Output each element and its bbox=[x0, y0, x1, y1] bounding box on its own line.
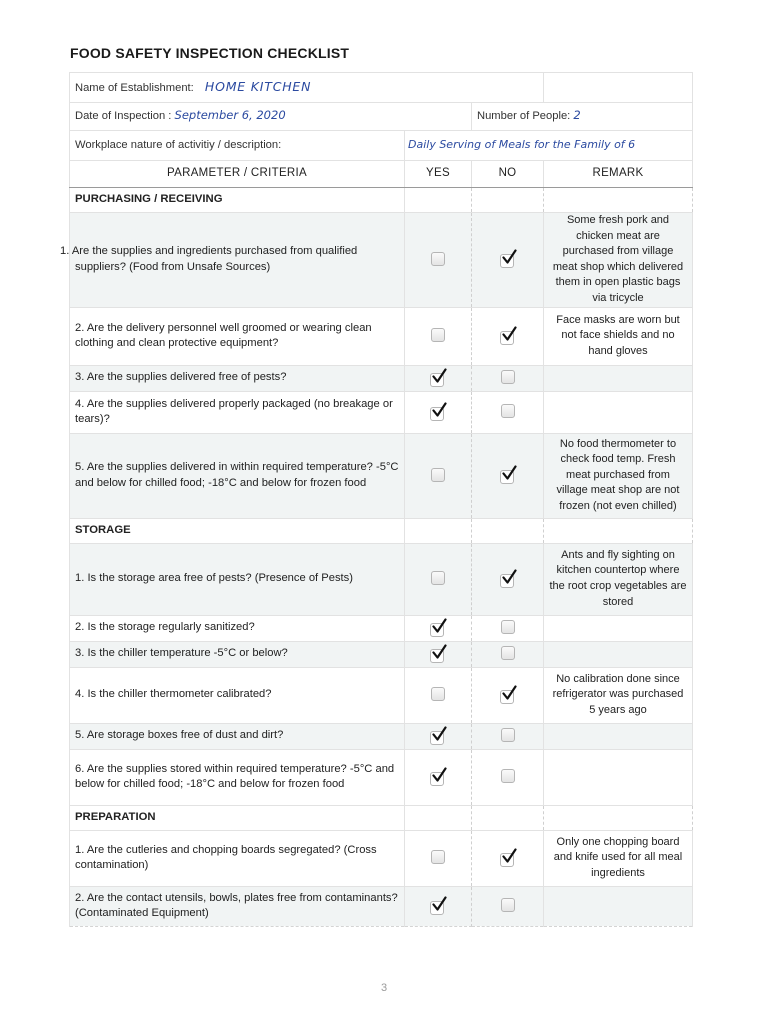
date-label: Date of Inspection : bbox=[75, 110, 172, 123]
question-text: 1. Are the cutleries and chopping boards segregated? (Cross contamination) bbox=[70, 830, 405, 886]
section-title: PURCHASING / RECEIVING bbox=[70, 188, 405, 213]
nature-value: Daily Serving of Meals for the Family of 6 bbox=[408, 138, 636, 152]
establishment-label: Name of Establishment: bbox=[75, 81, 194, 94]
remark-text: Only one chopping board and knife used for all meal ingredients bbox=[544, 830, 693, 886]
empty-checkbox-icon[interactable] bbox=[431, 850, 445, 864]
no-cell[interactable] bbox=[472, 749, 544, 805]
checklist-item-row bbox=[70, 886, 693, 926]
empty-checkbox-icon[interactable] bbox=[431, 252, 445, 266]
yes-cell[interactable] bbox=[405, 830, 472, 886]
checkmark-icon[interactable] bbox=[430, 370, 446, 387]
checklist-item-row bbox=[70, 615, 693, 641]
header-yes: YES bbox=[405, 161, 472, 188]
checkmark-icon[interactable] bbox=[500, 571, 516, 588]
yes-cell[interactable] bbox=[405, 391, 472, 433]
column-header-row bbox=[70, 161, 693, 188]
establishment-row bbox=[70, 73, 693, 103]
checkmark-icon[interactable] bbox=[500, 251, 516, 268]
question-text: 5. Are the supplies delivered in within required temperature? -5°C and below for chilled food; -18°C and below for frozen food bbox=[70, 433, 405, 518]
empty-checkbox-icon[interactable] bbox=[431, 328, 445, 342]
section-row bbox=[70, 805, 693, 830]
no-cell[interactable] bbox=[472, 641, 544, 667]
question-text: 2. Are the contact utensils, bowls, plates free from contaminants? (Contaminated Equipment) bbox=[70, 886, 405, 926]
checkmark-icon[interactable] bbox=[430, 404, 446, 421]
nature-label: Workplace nature of activitiy / description: bbox=[75, 138, 282, 151]
remark-text bbox=[544, 886, 693, 926]
question-text: 2. Is the storage regularly sanitized? bbox=[70, 615, 405, 641]
checkmark-icon[interactable] bbox=[500, 687, 516, 704]
yes-cell[interactable] bbox=[405, 615, 472, 641]
question-text: 4. Is the chiller thermometer calibrated? bbox=[70, 667, 405, 723]
remark-text: Some fresh pork and chicken meat are purchased from village meat shop which delivered them in open plastic bags via tricycle bbox=[544, 213, 693, 308]
question-text: 6. Are the supplies stored within required temperature? -5°C and below for chilled food; -18°C and below for frozen food bbox=[70, 749, 405, 805]
empty-checkbox-icon[interactable] bbox=[501, 404, 515, 418]
yes-cell[interactable] bbox=[405, 749, 472, 805]
section-title: STORAGE bbox=[70, 518, 405, 543]
people-value: 2 bbox=[573, 108, 581, 123]
checklist-item-row bbox=[70, 433, 693, 518]
yes-cell[interactable] bbox=[405, 886, 472, 926]
yes-cell[interactable] bbox=[405, 723, 472, 749]
yes-cell[interactable] bbox=[405, 213, 472, 308]
no-cell[interactable] bbox=[472, 213, 544, 308]
yes-cell[interactable] bbox=[405, 543, 472, 615]
empty-checkbox-icon[interactable] bbox=[501, 898, 515, 912]
question-text: 3. Are the supplies delivered free of pests? bbox=[70, 365, 405, 391]
checklist-item-row bbox=[70, 749, 693, 805]
checkmark-icon[interactable] bbox=[500, 850, 516, 867]
question-text: 1. Are the supplies and ingredients purchased from qualified suppliers? (Food from Unsafe Sources) bbox=[70, 213, 405, 308]
checklist-item-row bbox=[70, 641, 693, 667]
section-title: PREPARATION bbox=[70, 805, 405, 830]
empty-checkbox-icon[interactable] bbox=[501, 769, 515, 783]
yes-cell[interactable] bbox=[405, 667, 472, 723]
checklist-item-row bbox=[70, 307, 693, 365]
date-value: September 6, 2020 bbox=[174, 108, 286, 123]
no-cell[interactable] bbox=[472, 723, 544, 749]
checklist-item-row bbox=[70, 723, 693, 749]
checklist-item-row bbox=[70, 213, 693, 308]
checkmark-icon[interactable] bbox=[500, 467, 516, 484]
remark-text bbox=[544, 723, 693, 749]
checkmark-icon[interactable] bbox=[430, 898, 446, 915]
checklist-item-row bbox=[70, 543, 693, 615]
no-cell[interactable] bbox=[472, 391, 544, 433]
question-text: 5. Are storage boxes free of dust and dirt? bbox=[70, 723, 405, 749]
date-row bbox=[70, 103, 693, 131]
question-text: 1. Is the storage area free of pests? (Presence of Pests) bbox=[70, 543, 405, 615]
header-parameter: PARAMETER / CRITERIA bbox=[70, 161, 405, 188]
remark-text bbox=[544, 749, 693, 805]
people-label: Number of People: bbox=[477, 110, 571, 123]
page-title: FOOD SAFETY INSPECTION CHECKLIST bbox=[70, 45, 350, 61]
yes-cell[interactable] bbox=[405, 433, 472, 518]
section-row bbox=[70, 518, 693, 543]
empty-checkbox-icon[interactable] bbox=[501, 620, 515, 634]
no-cell[interactable] bbox=[472, 307, 544, 365]
checkmark-icon[interactable] bbox=[430, 769, 446, 786]
no-cell[interactable] bbox=[472, 667, 544, 723]
nature-row bbox=[70, 131, 693, 161]
empty-checkbox-icon[interactable] bbox=[501, 728, 515, 742]
empty-checkbox-icon[interactable] bbox=[501, 646, 515, 660]
checkmark-icon[interactable] bbox=[430, 646, 446, 663]
no-cell[interactable] bbox=[472, 886, 544, 926]
checklist-item-row bbox=[70, 365, 693, 391]
no-cell[interactable] bbox=[472, 615, 544, 641]
header-remark: REMARK bbox=[544, 161, 693, 188]
remark-text: No calibration done since refrigerator was purchased 5 years ago bbox=[544, 667, 693, 723]
checklist-item-row bbox=[70, 391, 693, 433]
question-text: 3. Is the chiller temperature -5°C or below? bbox=[70, 641, 405, 667]
remark-text bbox=[544, 365, 693, 391]
yes-cell[interactable] bbox=[405, 641, 472, 667]
empty-checkbox-icon[interactable] bbox=[501, 370, 515, 384]
remark-text: Ants and fly sighting on kitchen countertop where the root crop vegetables are stored bbox=[544, 543, 693, 615]
remark-text bbox=[544, 391, 693, 433]
checkmark-icon[interactable] bbox=[500, 328, 516, 345]
question-text: 4. Are the supplies delivered properly packaged (no breakage or tears)? bbox=[70, 391, 405, 433]
inspection-checklist-table bbox=[60, 72, 693, 927]
checklist-item-row bbox=[70, 667, 693, 723]
remark-text: No food thermometer to check food temp. Fresh meat purchased from village meat shop are not frozen (not even chilled) bbox=[544, 433, 693, 518]
no-cell[interactable] bbox=[472, 433, 544, 518]
header-no: NO bbox=[472, 161, 544, 188]
establishment-value: HOME KITCHEN bbox=[204, 78, 312, 94]
checklist-item-row bbox=[70, 830, 693, 886]
no-cell[interactable] bbox=[472, 830, 544, 886]
page-number: 3 bbox=[380, 982, 388, 994]
section-row bbox=[70, 188, 693, 213]
yes-cell[interactable] bbox=[405, 365, 472, 391]
question-text: 2. Are the delivery personnel well groomed or wearing clean clothing and clean protective equipment? bbox=[70, 307, 405, 365]
empty-checkbox-icon[interactable] bbox=[431, 468, 445, 482]
empty-checkbox-icon[interactable] bbox=[431, 571, 445, 585]
no-cell[interactable] bbox=[472, 365, 544, 391]
checkmark-icon[interactable] bbox=[430, 620, 446, 637]
empty-checkbox-icon[interactable] bbox=[431, 687, 445, 701]
remark-text bbox=[544, 615, 693, 641]
remark-text: Face masks are worn but not face shields and no hand gloves bbox=[544, 307, 693, 365]
yes-cell[interactable] bbox=[405, 307, 472, 365]
checkmark-icon[interactable] bbox=[430, 728, 446, 745]
no-cell[interactable] bbox=[472, 543, 544, 615]
remark-text bbox=[544, 641, 693, 667]
